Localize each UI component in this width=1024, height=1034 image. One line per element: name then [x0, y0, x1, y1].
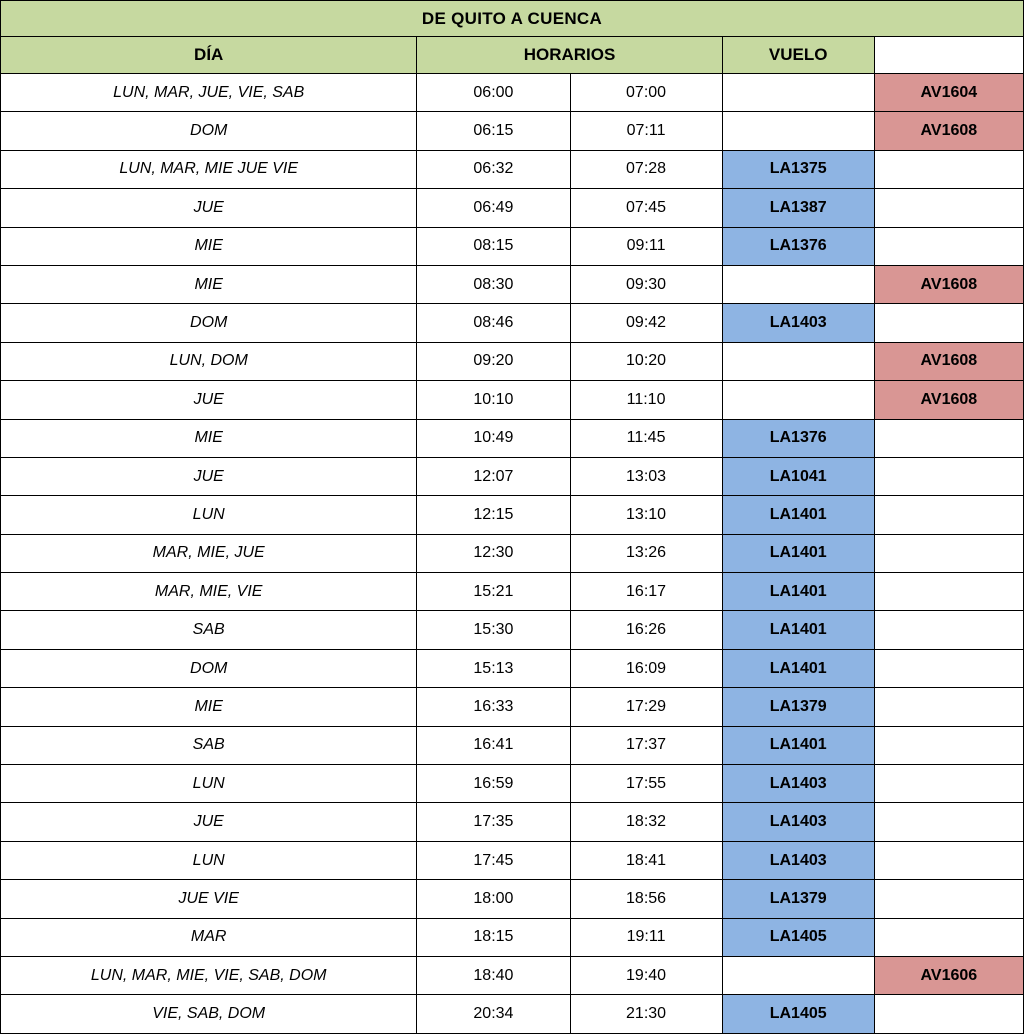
cell-hora-llegada: 18:32 [570, 803, 722, 841]
cell-vuelo-avianca [874, 457, 1023, 495]
cell-vuelo-avianca [874, 841, 1023, 879]
cell-dia: LUN [1, 841, 417, 879]
cell-dia: MIE [1, 227, 417, 265]
cell-vuelo-latam: LA1376 [722, 419, 874, 457]
table-row [1, 265, 1024, 303]
table-row [1, 880, 1024, 918]
table-row [1, 112, 1024, 150]
cell-hora-llegada: 17:37 [570, 726, 722, 764]
cell-vuelo-latam: LA1403 [722, 765, 874, 803]
page-title: DE QUITO A CUENCA [1, 1, 1024, 37]
cell-dia: JUE [1, 381, 417, 419]
cell-vuelo-latam [722, 265, 874, 303]
cell-hora-llegada: 13:03 [570, 457, 722, 495]
cell-vuelo-avianca [874, 227, 1023, 265]
cell-hora-salida: 06:32 [417, 150, 570, 188]
cell-dia: LUN, MAR, JUE, VIE, SAB [1, 74, 417, 112]
cell-vuelo-latam [722, 342, 874, 380]
cell-vuelo-avianca [874, 611, 1023, 649]
cell-vuelo-avianca: AV1608 [874, 342, 1023, 380]
table-row [1, 381, 1024, 419]
cell-vuelo-avianca: AV1604 [874, 74, 1023, 112]
table-row [1, 189, 1024, 227]
cell-vuelo-avianca [874, 534, 1023, 572]
cell-hora-salida: 12:07 [417, 457, 570, 495]
cell-dia: JUE [1, 803, 417, 841]
cell-hora-llegada: 11:45 [570, 419, 722, 457]
cell-hora-salida: 12:15 [417, 496, 570, 534]
column-header-blank [874, 37, 1023, 74]
cell-hora-llegada: 07:28 [570, 150, 722, 188]
cell-vuelo-latam [722, 956, 874, 994]
cell-vuelo-avianca [874, 496, 1023, 534]
table-row [1, 304, 1024, 342]
cell-hora-llegada: 17:29 [570, 688, 722, 726]
cell-hora-llegada: 10:20 [570, 342, 722, 380]
cell-hora-salida: 18:40 [417, 956, 570, 994]
cell-hora-salida: 06:00 [417, 74, 570, 112]
table-body [1, 74, 1024, 1034]
table-row [1, 419, 1024, 457]
table-row [1, 726, 1024, 764]
table-row [1, 688, 1024, 726]
cell-vuelo-latam: LA1401 [722, 611, 874, 649]
cell-vuelo-latam: LA1387 [722, 189, 874, 227]
table-row [1, 227, 1024, 265]
cell-hora-llegada: 18:56 [570, 880, 722, 918]
cell-vuelo-latam: LA1403 [722, 803, 874, 841]
cell-hora-salida: 16:33 [417, 688, 570, 726]
cell-dia: MIE [1, 688, 417, 726]
cell-hora-llegada: 07:45 [570, 189, 722, 227]
cell-hora-salida: 09:20 [417, 342, 570, 380]
cell-dia: LUN, DOM [1, 342, 417, 380]
cell-hora-llegada: 09:11 [570, 227, 722, 265]
table-row [1, 956, 1024, 994]
cell-vuelo-latam: LA1041 [722, 457, 874, 495]
cell-hora-salida: 20:34 [417, 995, 570, 1033]
cell-dia: LUN [1, 765, 417, 803]
column-header-dia: DÍA [1, 37, 417, 74]
cell-vuelo-avianca [874, 765, 1023, 803]
cell-hora-llegada: 16:17 [570, 573, 722, 611]
table-row [1, 74, 1024, 112]
cell-hora-salida: 10:10 [417, 381, 570, 419]
cell-hora-llegada: 17:55 [570, 765, 722, 803]
column-header-horarios: HORARIOS [417, 37, 722, 74]
table-row [1, 496, 1024, 534]
cell-vuelo-avianca [874, 918, 1023, 956]
cell-vuelo-avianca [874, 688, 1023, 726]
cell-vuelo-avianca: AV1606 [874, 956, 1023, 994]
cell-vuelo-latam [722, 74, 874, 112]
cell-vuelo-latam: LA1403 [722, 304, 874, 342]
cell-dia: MAR, MIE, JUE [1, 534, 417, 572]
table-row [1, 457, 1024, 495]
table-row [1, 803, 1024, 841]
table-row [1, 841, 1024, 879]
cell-dia: DOM [1, 112, 417, 150]
cell-hora-llegada: 16:26 [570, 611, 722, 649]
cell-vuelo-latam: LA1401 [722, 573, 874, 611]
cell-vuelo-latam: LA1405 [722, 995, 874, 1033]
cell-vuelo-avianca [874, 573, 1023, 611]
title-row [1, 1, 1024, 37]
cell-vuelo-latam [722, 381, 874, 419]
cell-dia: VIE, SAB, DOM [1, 995, 417, 1033]
cell-hora-salida: 06:49 [417, 189, 570, 227]
cell-vuelo-latam: LA1405 [722, 918, 874, 956]
cell-vuelo-avianca [874, 649, 1023, 687]
cell-vuelo-latam: LA1401 [722, 496, 874, 534]
cell-hora-llegada: 19:11 [570, 918, 722, 956]
cell-vuelo-latam: LA1401 [722, 534, 874, 572]
cell-hora-llegada: 16:09 [570, 649, 722, 687]
cell-vuelo-latam: LA1375 [722, 150, 874, 188]
table-row [1, 611, 1024, 649]
cell-vuelo-avianca [874, 150, 1023, 188]
cell-hora-salida: 15:13 [417, 649, 570, 687]
cell-dia: MAR [1, 918, 417, 956]
table-row [1, 995, 1024, 1033]
cell-hora-salida: 08:46 [417, 304, 570, 342]
cell-vuelo-latam: LA1376 [722, 227, 874, 265]
cell-dia: JUE VIE [1, 880, 417, 918]
cell-hora-salida: 15:30 [417, 611, 570, 649]
cell-hora-salida: 15:21 [417, 573, 570, 611]
column-header-vuelo: VUELO [722, 37, 874, 74]
cell-vuelo-latam: LA1401 [722, 649, 874, 687]
table-row [1, 534, 1024, 572]
cell-hora-llegada: 07:11 [570, 112, 722, 150]
cell-hora-salida: 06:15 [417, 112, 570, 150]
cell-dia: DOM [1, 649, 417, 687]
table-row [1, 573, 1024, 611]
cell-vuelo-avianca [874, 726, 1023, 764]
cell-vuelo-latam: LA1379 [722, 688, 874, 726]
cell-dia: LUN [1, 496, 417, 534]
table-row [1, 342, 1024, 380]
cell-hora-salida: 17:45 [417, 841, 570, 879]
cell-vuelo-latam: LA1379 [722, 880, 874, 918]
cell-hora-llegada: 19:40 [570, 956, 722, 994]
cell-hora-llegada: 11:10 [570, 381, 722, 419]
cell-vuelo-avianca [874, 880, 1023, 918]
cell-vuelo-avianca [874, 995, 1023, 1033]
cell-hora-salida: 08:30 [417, 265, 570, 303]
cell-dia: DOM [1, 304, 417, 342]
cell-dia: LUN, MAR, MIE JUE VIE [1, 150, 417, 188]
cell-hora-salida: 18:00 [417, 880, 570, 918]
table-row [1, 649, 1024, 687]
cell-hora-salida: 08:15 [417, 227, 570, 265]
cell-vuelo-avianca [874, 803, 1023, 841]
cell-hora-llegada: 18:41 [570, 841, 722, 879]
cell-hora-salida: 12:30 [417, 534, 570, 572]
cell-dia: JUE [1, 457, 417, 495]
cell-hora-llegada: 07:00 [570, 74, 722, 112]
cell-dia: SAB [1, 611, 417, 649]
cell-hora-llegada: 13:10 [570, 496, 722, 534]
cell-dia: LUN, MAR, MIE, VIE, SAB, DOM [1, 956, 417, 994]
cell-dia: MAR, MIE, VIE [1, 573, 417, 611]
cell-hora-salida: 18:15 [417, 918, 570, 956]
cell-vuelo-avianca: AV1608 [874, 381, 1023, 419]
cell-vuelo-avianca: AV1608 [874, 265, 1023, 303]
cell-dia: MIE [1, 265, 417, 303]
cell-hora-salida: 16:41 [417, 726, 570, 764]
cell-vuelo-avianca [874, 189, 1023, 227]
cell-hora-llegada: 21:30 [570, 995, 722, 1033]
cell-vuelo-latam: LA1403 [722, 841, 874, 879]
cell-vuelo-latam: LA1401 [722, 726, 874, 764]
cell-hora-salida: 16:59 [417, 765, 570, 803]
table-row [1, 918, 1024, 956]
cell-hora-llegada: 09:30 [570, 265, 722, 303]
cell-hora-llegada: 09:42 [570, 304, 722, 342]
cell-dia: JUE [1, 189, 417, 227]
cell-vuelo-avianca: AV1608 [874, 112, 1023, 150]
cell-dia: MIE [1, 419, 417, 457]
table-row [1, 765, 1024, 803]
cell-hora-salida: 17:35 [417, 803, 570, 841]
table-row [1, 150, 1024, 188]
column-header-row [1, 37, 1024, 74]
cell-hora-llegada: 13:26 [570, 534, 722, 572]
table-header [1, 1, 1024, 74]
cell-hora-salida: 10:49 [417, 419, 570, 457]
cell-vuelo-avianca [874, 419, 1023, 457]
cell-vuelo-avianca [874, 304, 1023, 342]
cell-vuelo-latam [722, 112, 874, 150]
cell-dia: SAB [1, 726, 417, 764]
